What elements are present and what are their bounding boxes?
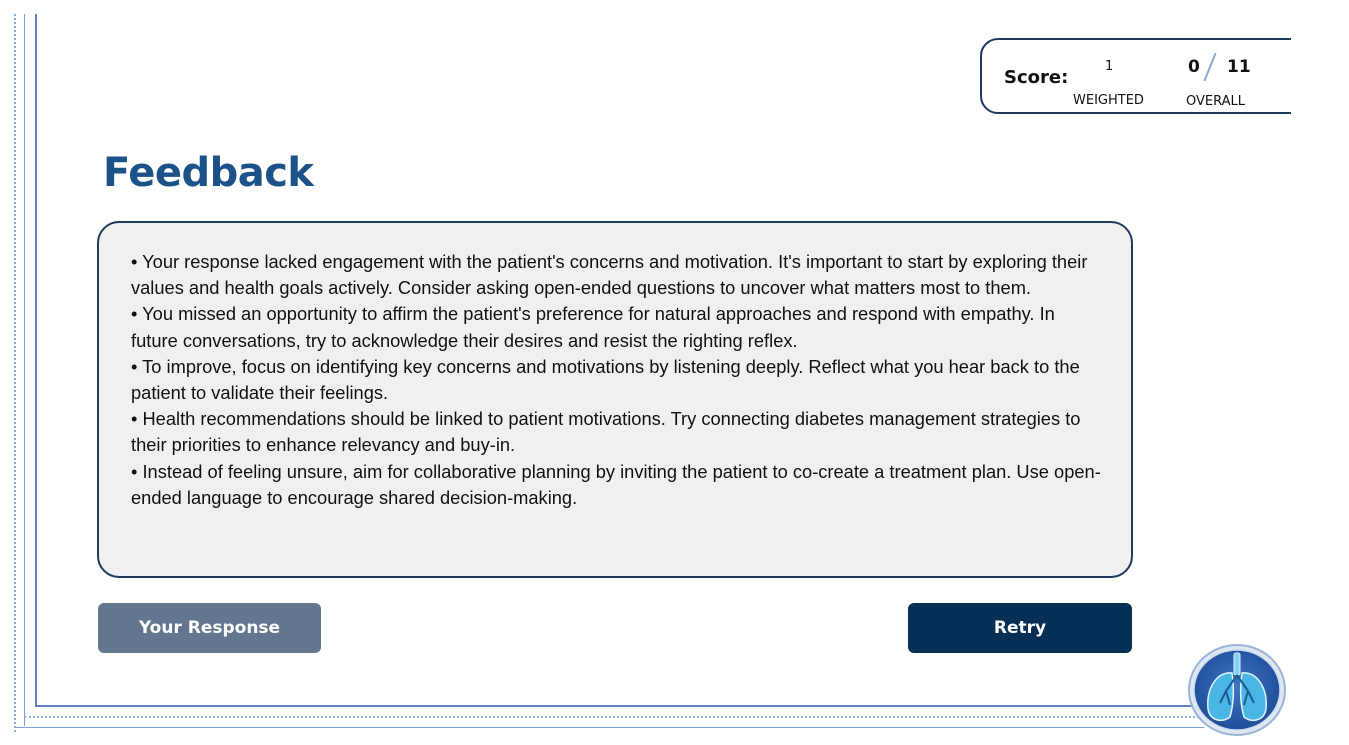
frame-line: [35, 14, 37, 706]
feedback-item: • To improve, focus on identifying key concerns and motivations by listening deeply. Reflect what you hear back to the patient to validate their feelings.: [131, 355, 1080, 404]
frame-line: [14, 727, 1204, 728]
feedback-item: • Instead of feeling unsure, aim for collaborative planning by inviting the patient to co-create a treatment plan. Use open-ended language to encourage shared decision-making.: [131, 460, 1101, 508]
overall-score-max: 11: [1227, 57, 1251, 77]
page-title: Feedback: [103, 150, 314, 196]
weighted-score-value: 1: [1105, 59, 1114, 74]
weighted-caption: WEIGHTED: [1073, 93, 1144, 108]
frame-line: [24, 14, 25, 726]
lungs-logo-icon: [1186, 643, 1288, 739]
frame-line: [24, 716, 1199, 718]
score-panel-clip: [1291, 30, 1349, 125]
overall-score-value: 0: [1188, 57, 1200, 77]
feedback-panel: [97, 221, 1133, 578]
retry-button[interactable]: Retry: [908, 603, 1132, 653]
feedback-item: • You missed an opportunity to affirm the patient's preference for natural approaches and respond with empathy. In future conversations, try to acknowledge their desires and resist the righting reflex.: [131, 303, 1055, 351]
frame-line: [14, 14, 16, 732]
feedback-item: • Health recommendations should be linked to patient motivations. Try connecting diabetes management strategies to their priorities to enhance relevancy and buy-in.: [131, 408, 1081, 456]
overall-caption: OVERALL: [1186, 94, 1245, 109]
score-label: Score:: [1004, 67, 1069, 88]
your-response-button[interactable]: Your Response: [98, 603, 321, 653]
feedback-item: • Your response lacked engagement with the patient's concerns and motivation. It's important to start by exploring their values and health goals actively. Consider asking open-ended questions to uncover what matters most to them.: [131, 251, 1088, 299]
score-panel: [980, 38, 1310, 114]
score-divider: [1203, 53, 1216, 81]
frame-line: [35, 705, 1195, 707]
